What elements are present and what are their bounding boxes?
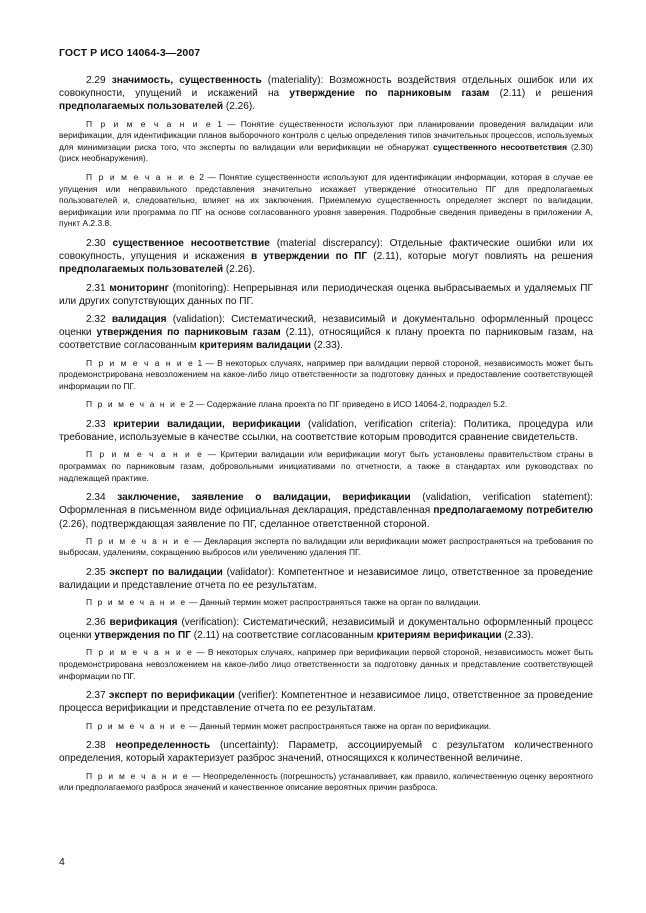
term-entry-2-32: 2.32 валидация (validation): Систематический, независимый и документально оформленный процесс оценки утверждения по парниковым газам (2.11), относящийся к плану проекта по парниковым газам, на соответствие согласованным критериям валидации (2.33).: [59, 313, 593, 352]
term-title: значимость, существенность: [111, 75, 262, 86]
term-title: существенное несоответствие: [112, 237, 270, 249]
note-2-34: П р и м е ч а н и е — Декларация эксперта по валидации или верификации может распространяться на требования по выбросам, удалениям, сокращению выбросов или увеличению удаления ПГ.: [59, 535, 593, 558]
note-2-37: П р и м е ч а н и е — Данный термин может распространяться также на орган по верификации.: [86, 720, 492, 731]
term-entry-2-34: 2.34 заключение, заявление о валидации, верификации (validation, verification statement): Оформленная в письменном виде официальная декларация, представленная предполагаемому потребителю (2.26), подтверждающая заявление по ПГ, сделанное ответственной стороной.: [59, 492, 593, 530]
term-entry-2-33: 2.33 критерии валидации, верификации (validation, verification criteria): Политика, процедура или требование, используемые в качестве ссылки, на соответствие которым проводится сравнение свидетельств.: [59, 418, 594, 444]
term-number: 2.33: [86, 418, 106, 430]
term-title: эксперт по верификации: [108, 690, 235, 702]
term-number: 2.37: [86, 690, 106, 702]
note-2-36: П р и м е ч а н и е — В некоторых случаях, например при верификации первой стороной, независимость может быть продемонстрирована невозложением на какое-либо лицо ответственности за подготовку данных и представление соответствующей информации по ПГ.: [59, 647, 593, 681]
note-2-38: П р и м е ч а н и е — Неопределенность (погрешность) устанавливает, как правило, количественную оценку вероятного или предполагаемого разброса значений и качественное описание вероятных причин разброса.: [59, 770, 593, 793]
term-title: эксперт по валидации: [109, 566, 223, 578]
note-2-33: П р и м е ч а н и е — Критерии валидации или верификации могут быть установлены правительством страны в программах по парниковым газам, добровольными инициативами по отчетности, а также в стандартах или руководствах по надлежащей практике.: [59, 449, 593, 483]
page-content: [59, 74, 593, 801]
term-entry-2-38: 2.38 неопределенность (uncertainty): Параметр, ассоциируемый с результатом количественного определения, который характеризует разброс значений, относящихся к количественной величине.: [59, 740, 593, 765]
term-entry-2-35: 2.35 эксперт по валидации (validator): Компетентное и независимое лицо, ответственное за проведение валидации и представление отчета по ее результатам.: [59, 566, 593, 592]
page-header: ГОСТ Р ИСО 14064-3—2007: [59, 47, 201, 59]
term-number: 2.34: [86, 492, 106, 504]
note-2-29-1: П р и м е ч а н и е 1 — Понятие существенности используют при планировании проведения валидации или верификации, для идентификации планов выборочного контроля с целью определения типов значительных процессов, используемых для минимизации риска того, что эксперты по валидации или верификации не обнаружат существенного несоответствия (2.30) (риск необнаружения).: [59, 118, 593, 164]
term-number: 2.35: [86, 566, 106, 578]
term-entry-2-30: 2.30 существенное несоответствие (material discrepancy): Отдельные фактические ошибки или их совокупность, упущения и искажения в утверждении по ПГ (2.11), которые могут повлиять на решения предполагаемых пользователей (2.26).: [59, 237, 594, 276]
page-number: 4: [59, 856, 65, 868]
note-2-35: П р и м е ч а н и е — Данный термин может распространяться также на орган по валидации.: [86, 597, 481, 608]
note-2-32-1: П р и м е ч а н и е 1 — В некоторых случаях, например при валидации первой стороной, независимость может быть продемонстрирована невозложением на какое-либо лицо ответственности за подготовку данных и предоставление соответствующей информации по ПГ.: [59, 357, 593, 391]
note-2-32-2: П р и м е ч а н и е 2 — Содержание плана проекта по ПГ приведено в ИСО 14064-2, подраздел 5.2.: [86, 399, 508, 410]
term-entry-2-36: 2.36 верификация (verification): Систематический, независимый и документально оформленный процесс оценки утверждения по ПГ (2.11) на соответствие согласованным критериям верификации (2.33).: [59, 616, 594, 642]
term-number: 2.31: [86, 282, 106, 294]
term-number: 2.38: [86, 740, 106, 752]
term-number: 2.32: [86, 313, 106, 325]
term-entry-2-29: 2.29 значимость, существенность (materiality): Возможность воздействия отдельных ошибок или их совокупности, упущений и искажений на утверждение по парниковым газам (2.11) и решения предполагаемых пользователей (2.26).: [59, 75, 593, 113]
term-number: 2.29: [86, 75, 106, 86]
note-2-29-2: П р и м е ч а н и е 2 — Понятие существенности используют для идентификации информации, которая в случае ее упущения или неправильного представления значительно искажает утверждение относительно ПГ для предполагаемых пользователей и, следовательно, влияет на их заключения. Приемлемую существенность определяет эксперт по валидации, верификации или программа по ПГ на основе согласованного уровня заверения. Подробные сведения приведены в приложении А, пункт А.2.3.8.: [59, 171, 593, 229]
term-title: верификация: [109, 616, 178, 628]
term-number: 2.30: [86, 237, 106, 249]
term-title: мониторинг: [109, 282, 169, 294]
term-title: неопределенность: [115, 740, 211, 752]
term-number: 2.36: [86, 616, 106, 628]
term-title: заключение, заявление о валидации, верификации: [117, 492, 411, 504]
term-title: критерии валидации, верификации: [113, 418, 301, 430]
term-title: валидация: [111, 313, 167, 325]
term-entry-2-31: 2.31 мониторинг (monitoring): Непрерывная или периодическая оценка выбрасываемых и удаляемых ПГ или других сопутствующих данных по ПГ.: [59, 282, 594, 307]
term-entry-2-37: 2.37 эксперт по верификации (verifier): Компетентное и независимое лицо, ответственное за проведение процесса верификации и представление отчета по ее результатам.: [59, 690, 594, 715]
